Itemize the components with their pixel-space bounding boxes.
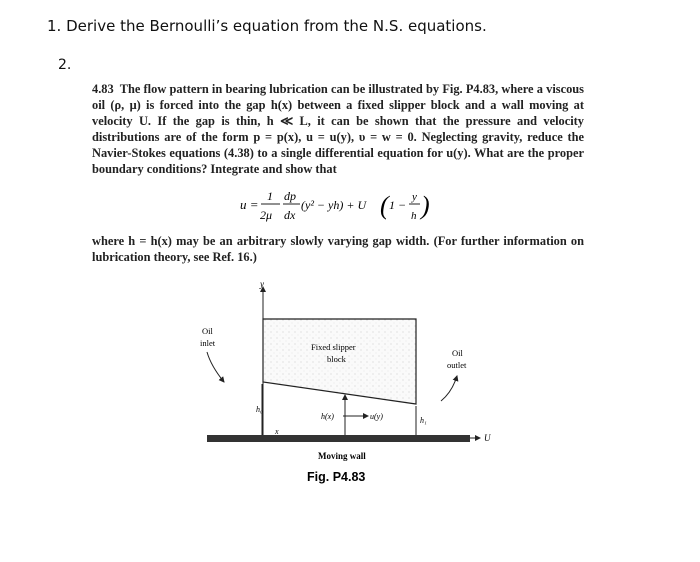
hx-label: h(x) — [321, 412, 334, 421]
moving-wall — [207, 435, 470, 442]
question-2-label: 2. — [58, 57, 72, 73]
oil-outlet-2: outlet — [447, 360, 467, 370]
eq-frac1-num: 1 — [267, 189, 273, 203]
svg-text:(: ( — [380, 191, 389, 220]
oil-inlet-2: inlet — [200, 338, 216, 348]
uy-label: u(y) — [370, 412, 383, 421]
eq-frac2-den: dx — [284, 208, 296, 222]
problem-body: The flow pattern in bearing lubrication can be illustrated by Fig. P4.83, where a viscous oil (ρ, μ) is forced into the gap h(x) between a fixed slipper block and a wall moving at velocity U. If the gap is thin, h ≪ L, it can be shown that the pressure and velocity distributions are of the form p = p(x), u = u(y), υ = w = 0. Neglecting gravity, reduce the Navier-Stokes equations (4.38) to a single differential equation for u(y). What are the proper boundary conditions? Integrate and show that — [92, 82, 584, 176]
question-1: 1. Derive the Bernoulli’s equation from the N.S. equations. — [47, 17, 487, 35]
eq-frac3-num: y — [412, 191, 417, 203]
x-axis-label: x — [275, 427, 279, 436]
h0-label: h₀ — [256, 405, 263, 414]
problem-number: 4.83 — [92, 82, 114, 96]
problem-after-text: where h = h(x) may be an arbitrary slowly varying gap width. (For further information on lubrication theory, see Ref. 16.) — [92, 234, 584, 264]
eq-paren-lead: 1 − — [389, 198, 407, 212]
h1-label: h₁ — [420, 416, 427, 425]
oil-inlet-1: Oil — [202, 326, 213, 336]
eq-frac3-den: h — [411, 210, 417, 222]
moving-wall-label: Moving wall — [318, 451, 366, 461]
block-label-2: block — [327, 354, 346, 364]
eq-middle: (y² − yh) + U — [301, 198, 367, 212]
eq-frac1-den: 2μ — [260, 208, 273, 222]
oil-outlet-1: Oil — [452, 348, 463, 358]
u-label: U — [484, 433, 491, 443]
eq-frac2-num: dp — [284, 189, 296, 203]
figure-caption: Fig. P4.83 — [307, 470, 366, 484]
svg-text:): ) — [421, 191, 430, 220]
y-axis-label: y — [260, 279, 264, 289]
eq-lhs: u = — [240, 197, 259, 212]
block-label-1: Fixed slipper — [311, 342, 356, 352]
